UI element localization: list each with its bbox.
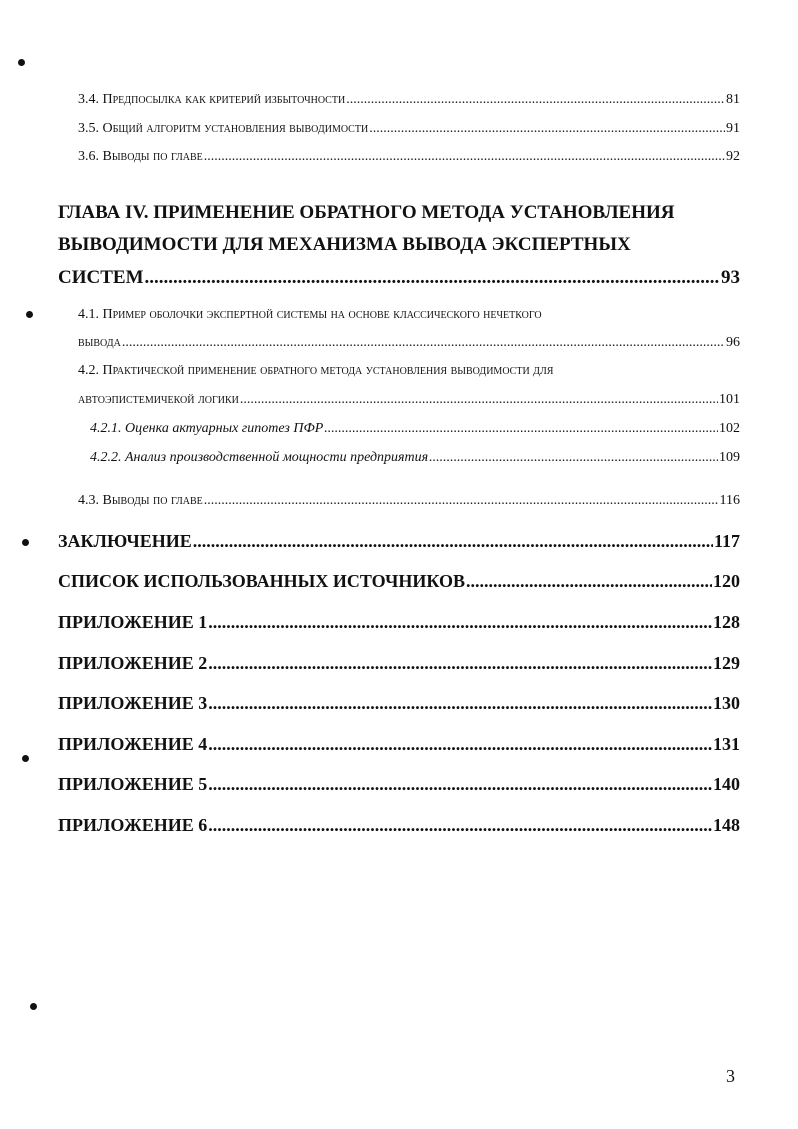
- toc-entry-title: ПРИЛОЖЕНИЕ 4: [58, 734, 208, 754]
- toc-entry-title: 3.6. Выводы по главе: [78, 149, 203, 164]
- toc-entry-page: 91: [726, 121, 740, 136]
- toc-entry-page: 130: [713, 693, 740, 713]
- chapter-4-title-line-2: ВЫВОДИМОСТИ ДЛЯ МЕХАНИЗМА ВЫВОДА ЭКСПЕРТНЫХ: [58, 234, 631, 255]
- toc-entry-4-2[interactable]: [78, 392, 740, 408]
- toc-entry-page: 120: [713, 571, 740, 591]
- dot-leader: [208, 734, 712, 755]
- toc-entry-page: 109: [719, 450, 740, 465]
- toc-entry-3-6[interactable]: [78, 149, 740, 165]
- toc-entry-page: 93: [721, 267, 740, 288]
- toc-entry-page: 116: [719, 493, 740, 508]
- toc-entry-page: 117: [713, 531, 740, 551]
- toc-entry-chapter-4[interactable]: [58, 267, 740, 289]
- toc-entry-page: 129: [713, 653, 740, 673]
- margin-dot: [22, 755, 29, 762]
- dot-leader: [240, 392, 718, 408]
- chapter-4-title-line-1: ГЛАВА IV. ПРИМЕНЕНИЕ ОБРАТНОГО МЕТОДА УСТАНОВЛЕНИЯ: [58, 202, 675, 223]
- toc-entry-title: ПРИЛОЖЕНИЕ 6: [58, 815, 208, 835]
- dot-leader: [208, 815, 712, 836]
- margin-dot: [18, 59, 25, 66]
- toc-entry-4-1[interactable]: [78, 335, 740, 351]
- dot-leader: [429, 450, 718, 466]
- toc-entry-title: ПРИЛОЖЕНИЕ 5: [58, 774, 208, 794]
- toc-entry-4-2-2[interactable]: [90, 450, 740, 466]
- toc-entry-title: вывода: [78, 335, 121, 350]
- toc-entry-4-1-line-1: 4.1. Пример оболочки экспертной системы на основе классического нечеткого: [78, 307, 542, 322]
- toc-entry-page: 131: [713, 734, 740, 754]
- toc-entry-page: 96: [726, 335, 740, 350]
- toc-entry-appendix-2[interactable]: [58, 653, 740, 674]
- dot-leader: [208, 653, 712, 674]
- toc-entry-page: 81: [726, 92, 740, 107]
- toc-entry-3-5[interactable]: [78, 121, 740, 137]
- toc-entry-page: 92: [726, 149, 740, 164]
- toc-entry-appendix-3[interactable]: [58, 693, 740, 714]
- dot-leader: [208, 693, 712, 714]
- dot-leader: [204, 493, 719, 509]
- toc-entry-page: 102: [719, 421, 740, 436]
- toc-entry-conclusion[interactable]: [58, 531, 740, 552]
- page-number: 3: [726, 1066, 735, 1086]
- toc-entry-page: 140: [713, 774, 740, 794]
- toc-entry-appendix-5[interactable]: [58, 774, 740, 795]
- toc-entry-references[interactable]: [58, 571, 740, 592]
- toc-entry-appendix-6[interactable]: [58, 815, 740, 836]
- toc-entry-page: 148: [713, 815, 740, 835]
- toc-entry-appendix-4[interactable]: [58, 734, 740, 755]
- margin-dot: [26, 311, 33, 318]
- dot-leader: [193, 531, 713, 552]
- toc-entry-title: 3.4. Предпосылка как критерий избыточности: [78, 92, 346, 107]
- toc-entry-title: ЗАКЛЮЧЕНИЕ: [58, 531, 192, 551]
- toc-entry-4-3[interactable]: [78, 493, 740, 509]
- dot-leader: [122, 335, 725, 351]
- dot-leader: [369, 121, 725, 137]
- toc-entry-4-2-1[interactable]: [90, 421, 740, 437]
- dot-leader: [324, 421, 718, 437]
- dot-leader: [145, 267, 721, 289]
- toc-entry-title: СПИСОК ИСПОЛЬЗОВАННЫХ ИСТОЧНИКОВ: [58, 571, 465, 591]
- toc-entry-page: 101: [719, 392, 740, 407]
- toc-entry-appendix-1[interactable]: [58, 612, 740, 633]
- toc-entry-4-2-line-1: 4.2. Практической применение обратного метода установления выводимости для: [78, 363, 554, 378]
- margin-dot: [22, 539, 29, 546]
- toc-entry-title: автоэпистемичекой логики: [78, 392, 239, 407]
- toc-entry-title: ПРИЛОЖЕНИЕ 2: [58, 653, 208, 673]
- dot-leader: [204, 149, 725, 165]
- toc-entry-title: 4.2.2. Анализ производственной мощности предприятия: [90, 450, 429, 465]
- toc-entry-title: 4.2.1. Оценка актуарных гипотез ПФР: [90, 421, 324, 436]
- toc-entry-page: 128: [713, 612, 740, 632]
- toc-entry-title: 3.5. Общий алгоритм установления выводимости: [78, 121, 369, 136]
- toc-entry-title: СИСТЕМ: [58, 267, 144, 288]
- dot-leader: [208, 612, 712, 633]
- dot-leader: [208, 774, 712, 795]
- toc-entry-3-4[interactable]: [78, 92, 740, 108]
- toc-entry-title: ПРИЛОЖЕНИЕ 1: [58, 612, 208, 632]
- dot-leader: [466, 571, 712, 592]
- dot-leader: [346, 92, 725, 108]
- margin-dot: [30, 1003, 37, 1010]
- toc-entry-title: 4.3. Выводы по главе: [78, 493, 203, 508]
- toc-entry-title: ПРИЛОЖЕНИЕ 3: [58, 693, 208, 713]
